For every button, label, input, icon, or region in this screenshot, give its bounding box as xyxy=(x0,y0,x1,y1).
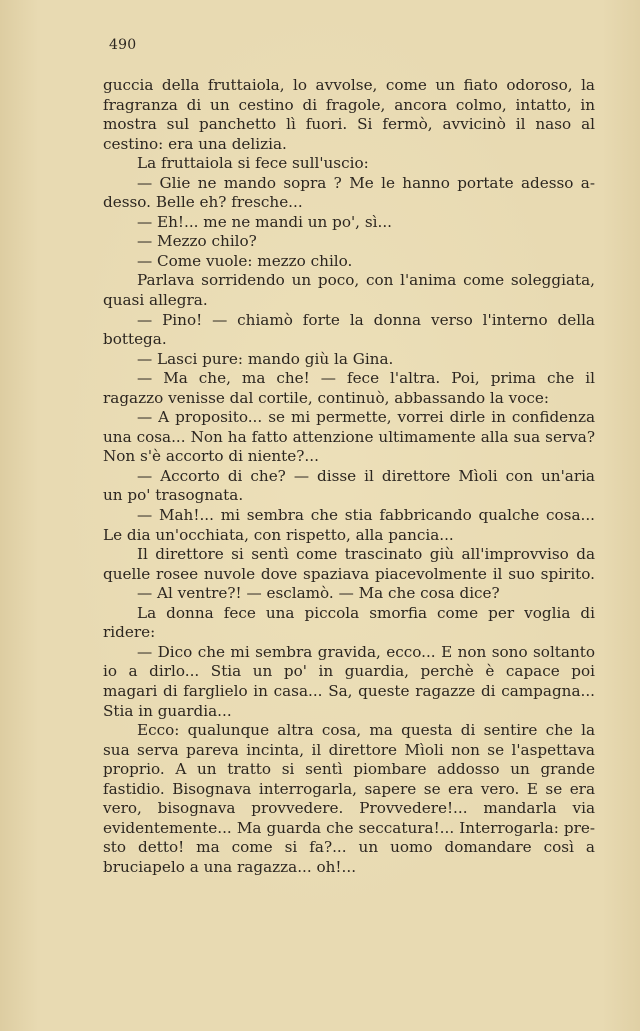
text-line: mostra sul panchetto lì fuori. Si fermò, avvicinò il naso al xyxy=(103,115,595,134)
text-line: evidentemente... Ma guarda che seccatura!... Interrogarla: pre- xyxy=(103,818,595,837)
page-number: 490 xyxy=(109,37,137,53)
text-line: — Pino! — chiamò forte la donna verso l'interno della xyxy=(137,310,595,329)
text-line: — Mezzo chilo? xyxy=(137,232,257,251)
text-line: quasi allegra. xyxy=(103,291,208,310)
text-line: un po' trasognata. xyxy=(103,486,244,505)
text-line: guccia della fruttaiola, lo avvolse, come un fiato odoroso, la xyxy=(103,76,595,94)
text-line: sto detto! ma come si fa?... un uomo domandare così a xyxy=(103,838,595,857)
text-line: io a dirlo... Stia un po' in guardia, perchè è capace poi xyxy=(103,662,595,681)
text-line: Le dia un'occhiata, con rispetto, alla pancia... xyxy=(103,525,454,544)
body-text xyxy=(103,76,595,877)
text-line: magari di farglielo in casa... Sa, queste ragazze di campagna... xyxy=(103,681,595,700)
text-line: sua serva pareva incinta, il direttore Mìoli non se l'aspettava xyxy=(103,740,595,759)
text-line: vero, bisognava provvedere. Provvedere!... mandarla via xyxy=(103,799,595,818)
text-line: — Al ventre?! — esclamò. — Ma che cosa dice? xyxy=(137,584,500,603)
text-line: — Glie ne mando sopra ? Me le hanno portate adesso a- xyxy=(137,173,595,192)
text-line: — Eh!... me ne mandi un po', sì... xyxy=(137,212,392,231)
text-line: Parlava sorridendo un poco, con l'anima come soleggiata, xyxy=(137,271,595,290)
text-line: ragazzo venisse dal cortile, continuò, abbassando la voce: xyxy=(103,388,550,407)
text-line: bottega. xyxy=(103,330,167,349)
text-line: Il direttore si sentì come trascinato giù all'improvviso da xyxy=(137,545,595,564)
text-line: proprio. A un tratto si sentì piombare addosso un grande xyxy=(103,760,595,779)
text-line: quelle rosee nuvole dove spaziava piacevolmente il suo spirito. xyxy=(103,564,595,583)
text-line: — A proposito... se mi permette, vorrei dirle in confidenza xyxy=(137,408,595,427)
text-line: fastidio. Bisognava interrogarla, sapere se era vero. E se era xyxy=(103,779,595,798)
text-line: bruciapelo a una ragazza... oh!... xyxy=(103,857,357,876)
text-line: Non s'è accorto di niente?... xyxy=(103,447,319,466)
text-line: — Ma che, ma che! — fece l'altra. Poi, prima che il xyxy=(137,369,595,388)
text-line: La donna fece una piccola smorfia come per voglia di xyxy=(137,603,595,622)
text-line: — Accorto di che? — disse il direttore Mìoli con un'aria xyxy=(137,466,595,485)
text-line: — Mah!... mi sembra che stia fabbricando qualche cosa... xyxy=(137,506,595,525)
text-line: Stia in guardia... xyxy=(103,701,232,720)
text-line: ridere: xyxy=(103,623,156,642)
text-line: Ecco: qualunque altra cosa, ma questa di sentire che la xyxy=(137,721,595,740)
text-line: La fruttaiola si fece sull'uscio: xyxy=(137,154,369,173)
text-line: — Dico che mi sembra gravida, ecco... E non sono soltanto xyxy=(137,642,595,661)
text-line: — Lasci pure: mando giù la Gina. xyxy=(137,349,394,368)
text-line: fragranza di un cestino di fragole, ancora colmo, intatto, in xyxy=(103,95,595,114)
text-line: cestino: era una delizia. xyxy=(103,134,287,153)
text-line: — Come vuole: mezzo chilo. xyxy=(137,251,353,270)
text-line: desso. Belle eh? fresche... xyxy=(103,193,303,212)
text-line: una cosa... Non ha fatto attenzione ultimamente alla sua serva? xyxy=(103,427,595,446)
